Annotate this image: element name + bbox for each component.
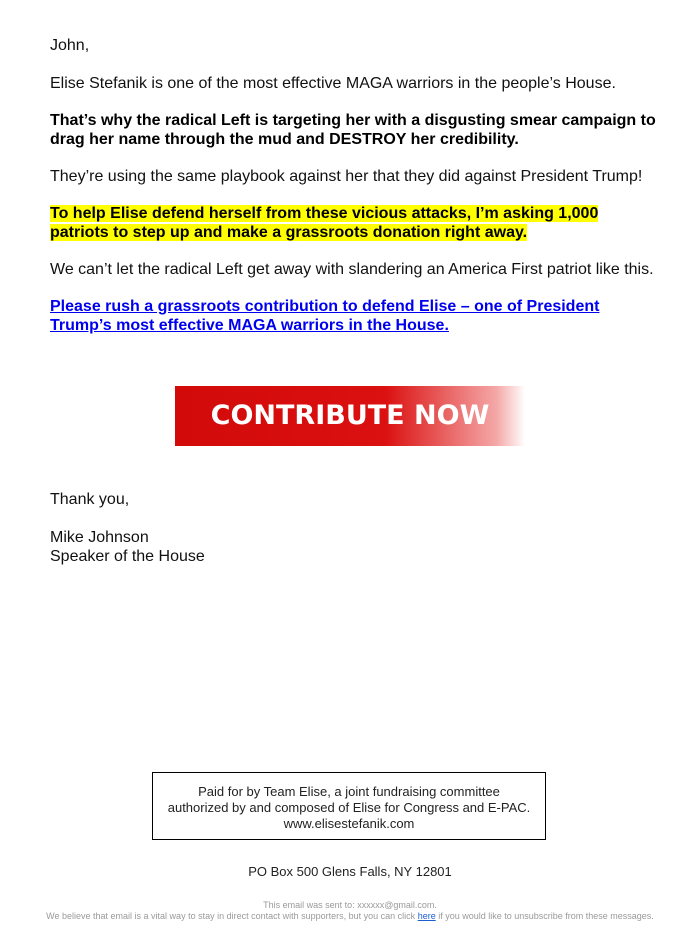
cta-container xyxy=(175,386,525,446)
signoff xyxy=(50,490,205,566)
contribute-now-button[interactable]: CONTRIBUTE NOW xyxy=(175,386,525,446)
paid-for-disclaimer: Paid for by Team Elise, a joint fundraising committee authorized by and composed of Elise for Congress and E-PAC. www.elisestefanik.com xyxy=(152,772,546,840)
unsubscribe-text-after: if you would like to unsubscribe from these messages. xyxy=(435,911,654,921)
paragraph-bold-smear: That’s why the radical Left is targeting her with a disgusting smear campaign to drag her name through the mud and DESTROY her credibility. xyxy=(50,112,656,148)
paragraph-highlight xyxy=(50,204,660,242)
sent-to-notice: This email was sent to: xxxxxx@gmail.com. xyxy=(263,900,437,910)
paragraph-playbook: They’re using the same playbook against her that they did against President Trump! xyxy=(50,168,643,185)
unsubscribe-link[interactable]: here xyxy=(417,911,436,921)
paragraph-intro: Elise Stefanik is one of the most effective MAGA warriors in the people’s House. xyxy=(50,75,616,92)
contribution-link[interactable]: Please rush a grassroots contribution to defend Elise – one of President Trump’s most effective MAGA warriors in the House. xyxy=(50,298,600,334)
signer-title: Speaker of the House xyxy=(50,548,205,565)
greeting: John, xyxy=(50,37,90,54)
highlighted-appeal: To help Elise defend herself from these vicious attacks, I’m asking 1,000 patriots to step up and make a grassroots donation right away. xyxy=(50,205,599,241)
unsubscribe-notice xyxy=(40,911,660,922)
unsubscribe-text-before: We believe that email is a vital way to stay in direct contact with supporters, but you can click xyxy=(46,911,418,921)
paragraph-slander: We can’t let the radical Left get away with slandering an America First patriot like this. xyxy=(50,261,654,278)
signer-name: Mike Johnson xyxy=(50,529,149,546)
thank-you-text: Thank you, xyxy=(50,491,130,508)
email-body xyxy=(50,36,660,353)
email-footer xyxy=(40,900,660,922)
paragraph-link xyxy=(50,297,660,335)
mailing-address: PO Box 500 Glens Falls, NY 12801 xyxy=(248,864,452,879)
